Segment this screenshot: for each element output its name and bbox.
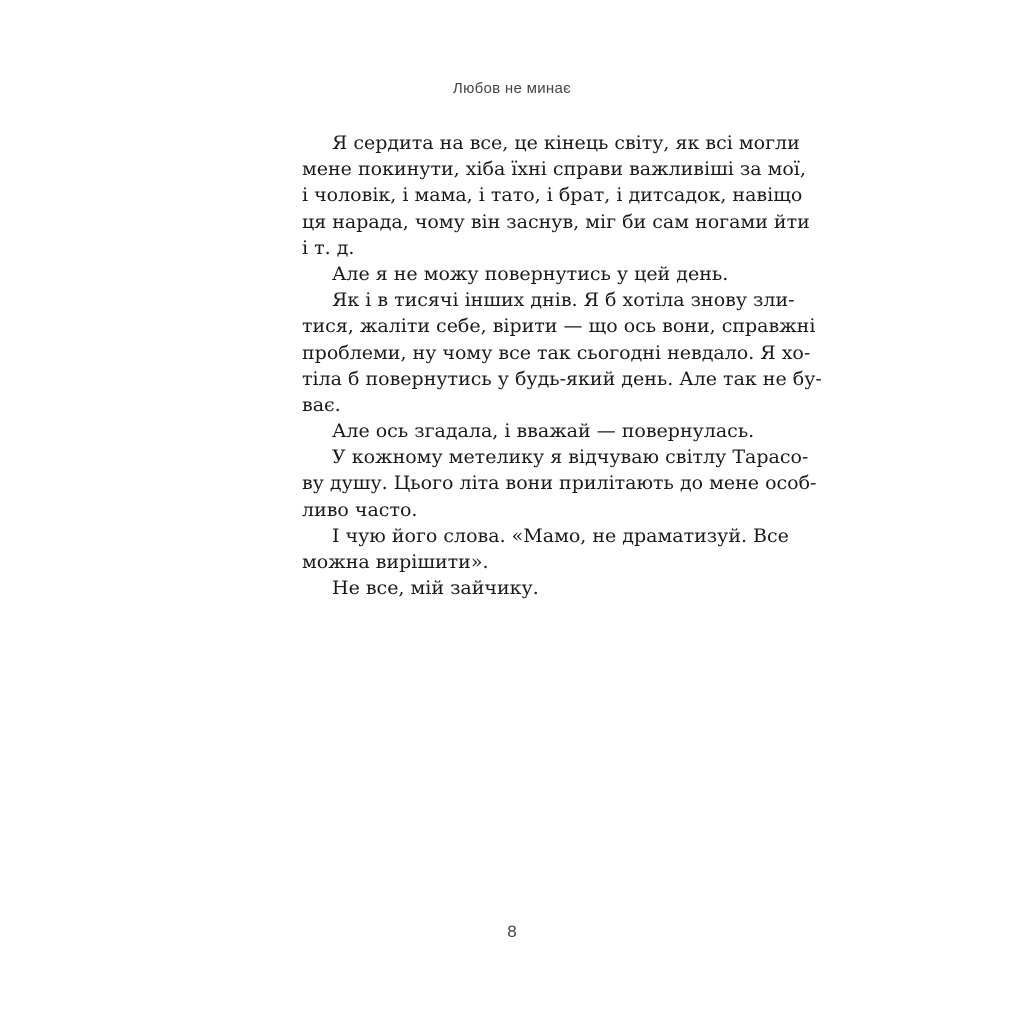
text-line: Не все, мій зайчику. xyxy=(332,577,539,600)
page-number: 8 xyxy=(507,922,517,941)
text-line: ву душу. Цього літа вони прилітають до мене особ- xyxy=(302,472,817,495)
text-line: тіла б повернутись у будь-який день. Але так не бу- xyxy=(302,367,822,390)
body-text xyxy=(302,130,822,601)
text-line: Але я не можу повернутись у цей день. xyxy=(332,262,729,285)
text-line: і т. д. xyxy=(302,236,355,259)
text-line: мене покинути, хіба їхні справи важливіші за мої, xyxy=(302,158,806,181)
text-line: Але ось згадала, і вважай — повернулась. xyxy=(332,420,755,443)
text-line: Я сердита на все, це кінець світу, як всі могли xyxy=(332,132,800,154)
running-header: Любов не минає xyxy=(452,80,572,97)
text-line: І чую його слова. «Мамо, не драматизуй. Все xyxy=(332,524,789,547)
text-line: тися, жаліти себе, вірити — що ось вони, справжні xyxy=(302,315,816,338)
text-line: Як і в тисячі інших днів. Я б хотіла знову зли- xyxy=(332,289,795,312)
text-line: ця нарада, чому він заснув, міг би сам ногами йти xyxy=(302,210,810,233)
text-line: ливо часто. xyxy=(302,498,418,521)
text-line: ває. xyxy=(302,393,341,416)
text-line: і чоловік, і мама, і тато, і брат, і дитсадок, навіщо xyxy=(302,184,803,207)
text-line: У кожному метелику я відчуваю світлу Тарасо- xyxy=(332,446,809,469)
text-line: проблеми, ну чому все так сьогодні невдало. Я хо- xyxy=(302,341,811,364)
text-line: можна вирішити». xyxy=(302,551,489,573)
